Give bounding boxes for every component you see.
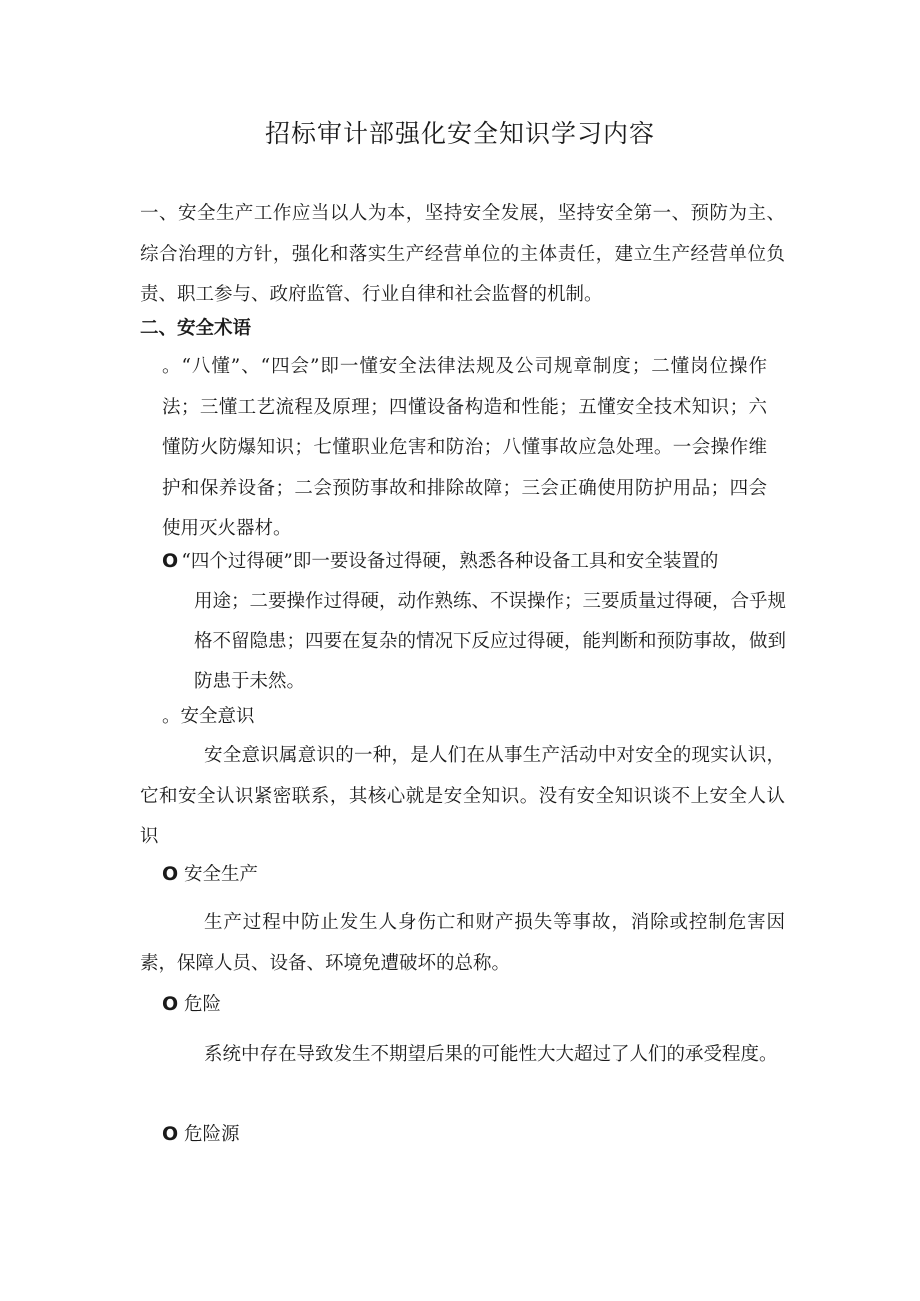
hazard-source-label: 危险源 (184, 1124, 240, 1145)
document-title: 招标审计部强化安全知识学习内容 (264, 119, 655, 148)
bullet-marker: O (162, 1123, 179, 1145)
bullet-marker: O (162, 863, 179, 885)
four-proficiencies-first-line: “四个过得硬”即一要设备过得硬，熟悉各种设备工具和安全装置的 (181, 551, 719, 572)
hazard-source-heading (162, 1118, 240, 1151)
danger-paragraph: 系统中存在导致发生不期望后果的可能性大大超过了人们的承受程度。 (204, 1044, 778, 1065)
safety-production-paragraph: 生产过程中防止发生人身伤亡和财产损失等事故，消除或控制危害因素，保障人员、设备、环境免遭破坏的总称。 (140, 912, 785, 974)
section-2-heading: 二、安全术语 (140, 318, 252, 339)
danger-label: 危险 (184, 994, 222, 1015)
safety-awareness-heading: 。安全意识 (162, 706, 255, 727)
four-proficiencies-body: 用途；二要操作过得硬，动作熟练、不误操作；三要质量过得硬，合乎规格不留隐患；四要在复杂的情况下反应过得硬，能判断和预防事故，做到防患于未然。 (194, 591, 787, 692)
safety-production-label: 安全生产 (184, 864, 259, 885)
bullet-marker: O (162, 993, 179, 1015)
section-1-paragraph: 一、安全生产工作应当以人为本，坚持安全发展，坚持安全第一、预防为主、综合治理的方针，强化和落实生产经营单位的主体责任，建立生产经营单位负责、职工参与、政府监管、行业自律和社会监督的机制。 (140, 203, 785, 305)
bullet-marker: O (162, 550, 179, 572)
safety-production-heading (162, 858, 258, 891)
four-proficiencies-item (162, 541, 787, 702)
eight-understand-four-can-paragraph: 。“八懂”、“四会”即一懂安全法律法规及公司规章制度；二懂岗位操作法；三懂工艺流程及原理；四懂设备构造和性能；五懂安全技术知识；六懂防火防爆知识；七懂职业危害和防治；八懂事故应急处理。一会操作维护和保养设备；二会预防事故和排除故障；三会正确使用防护用品；四会使用灭火器材。 (162, 356, 767, 539)
safety-awareness-paragraph: 安全意识属意识的一种，是人们在从事生产活动中对安全的现实认识，它和安全认识紧密联系，其核心就是安全知识。没有安全知识谈不上安全人认识 (140, 745, 785, 847)
danger-heading (162, 988, 221, 1021)
